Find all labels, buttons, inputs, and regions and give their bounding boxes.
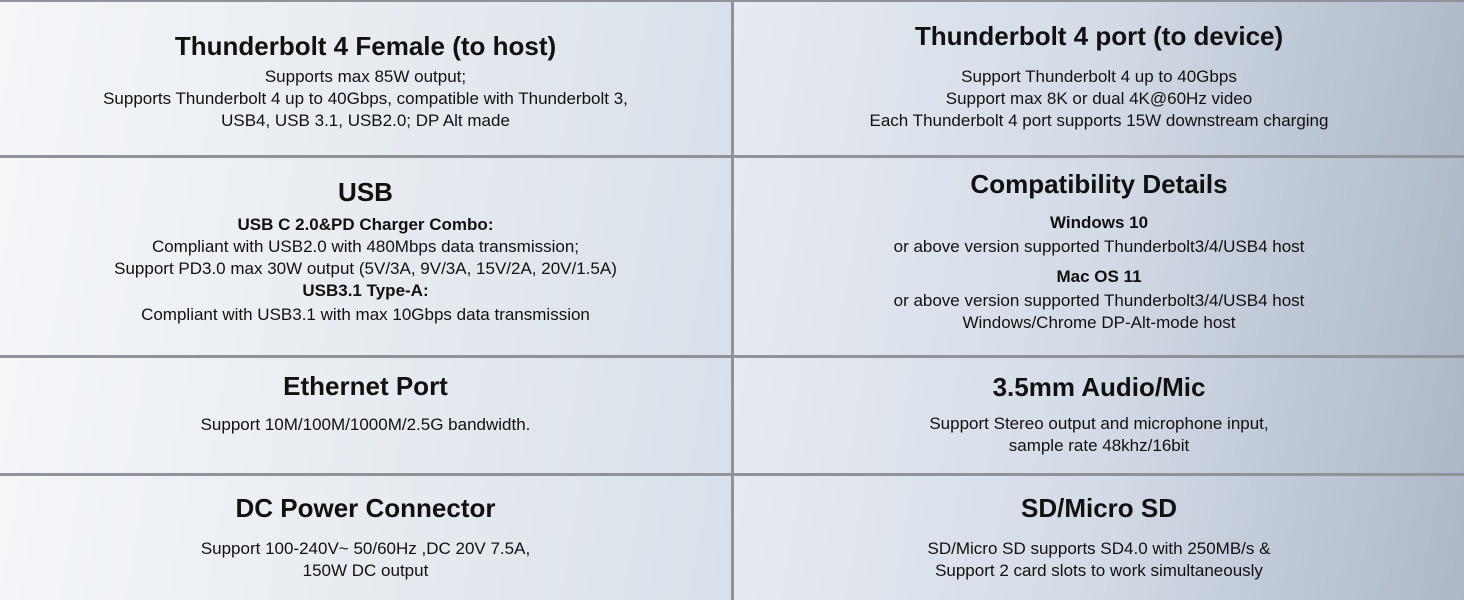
cell-title: SD/Micro SD <box>1020 493 1178 523</box>
body-line: Compliant with USB2.0 with 480Mbps data transmission; <box>151 237 580 256</box>
body-line: USB4, USB 3.1, USB2.0; DP Alt made <box>221 111 510 130</box>
cell-body <box>103 66 628 132</box>
cell-title: Thunderbolt 4 port (to device) <box>914 21 1284 51</box>
cell-body <box>928 538 1271 582</box>
cell-body <box>894 212 1305 334</box>
body-line: Support Thunderbolt 4 up to 40Gbps <box>961 67 1237 86</box>
body-line: 150W DC output <box>302 561 429 580</box>
cell-sd-micro-sd <box>734 476 1464 600</box>
body-line: Support PD3.0 max 30W output (5V/3A, 9V/3A, 15V/2A, 20V/1.5A) <box>114 259 617 278</box>
sub-heading: Mac OS 11 <box>1056 267 1142 286</box>
cell-title: USB <box>338 177 393 207</box>
cell-thunderbolt-device <box>734 2 1464 155</box>
cell-body <box>870 66 1329 132</box>
cell-title: Ethernet Port <box>283 371 448 401</box>
body-line: Support 100-240V~ 50/60Hz ,DC 20V 7.5A, <box>200 539 531 558</box>
body-line: Support max 8K or dual 4K@60Hz video <box>945 89 1253 108</box>
cell-title: DC Power Connector <box>235 493 496 523</box>
cell-audio-mic <box>734 358 1464 473</box>
cell-body <box>201 414 531 436</box>
body-line: Windows/Chrome DP-Alt-mode host <box>962 313 1236 332</box>
cell-compatibility <box>734 158 1464 355</box>
body-line: or above version supported Thunderbolt3/4/USB4 host <box>893 291 1305 310</box>
body-line: Supports Thunderbolt 4 up to 40Gbps, compatible with Thunderbolt 3, <box>103 89 628 108</box>
cell-body <box>929 413 1268 457</box>
body-line: SD/Micro SD supports SD4.0 with 250MB/s & <box>927 539 1271 558</box>
cell-dc-power <box>0 476 731 600</box>
body-line: Support 2 card slots to work simultaneously <box>935 561 1263 580</box>
sub-heading: USB C 2.0&PD Charger Combo: <box>237 215 494 234</box>
body-line: Each Thunderbolt 4 port supports 15W downstream charging <box>869 111 1329 130</box>
body-line: Compliant with USB3.1 with max 10Gbps data transmission <box>141 305 590 324</box>
sub-heading: Windows 10 <box>1049 213 1149 232</box>
cell-body <box>114 214 617 326</box>
cell-usb <box>0 158 731 355</box>
cell-title: Thunderbolt 4 Female (to host) <box>174 31 557 61</box>
cell-thunderbolt-host <box>0 2 731 155</box>
cell-body <box>201 538 530 582</box>
cell-title: Compatibility Details <box>970 169 1228 199</box>
sub-heading: USB3.1 Type-A: <box>302 281 429 300</box>
body-line: Support Stereo output and microphone input, <box>929 414 1269 433</box>
cell-title: 3.5mm Audio/Mic <box>992 372 1206 402</box>
body-line: or above version supported Thunderbolt3/4/USB4 host <box>893 237 1305 256</box>
body-line: sample rate 48khz/16bit <box>1008 436 1190 455</box>
body-line: Support 10M/100M/1000M/2.5G bandwidth. <box>200 415 531 434</box>
cell-ethernet <box>0 358 731 473</box>
body-line: Supports max 85W output; <box>264 67 467 86</box>
